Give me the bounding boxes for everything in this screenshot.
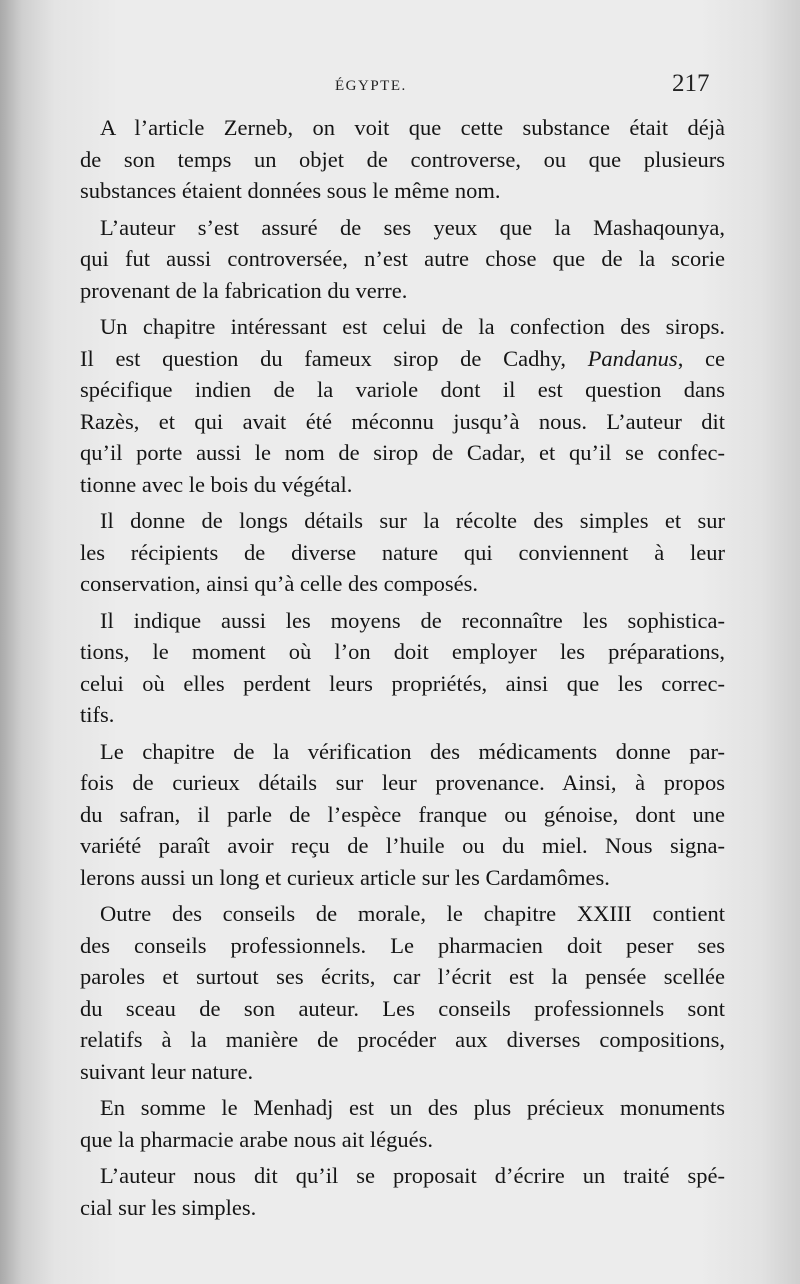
text-line: lerons aussi un long et curieux article sur les Cardamômes. [80,864,610,890]
text-line: de son temps un objet de controverse, ou que plusieurs [80,146,725,172]
text-segment: , ce [677,345,725,371]
text-line: du safran, il parle de l’espèce franque ou génoise, dont une [80,801,725,827]
page-body [80,112,725,1228]
text-line: provenant de la fabrication du verre. [80,277,408,303]
text-line: qu’il porte aussi le nom de sirop de Cadar, et qu’il se confec- [80,440,725,465]
text-line-with-italic [80,343,725,375]
paragraph-3 [80,311,725,500]
page-number: 217 [672,70,710,97]
paragraph-2 [80,212,725,307]
page-header [0,66,800,106]
text-line: substances étaient données sous le même nom. [80,178,501,203]
text-line: suivant leur nature. [80,1058,254,1084]
text-line: L’auteur s’est assuré de ses yeux que la Mashaqounya, [100,214,725,240]
paragraph-4 [80,505,725,600]
text-line: tifs. [80,702,115,727]
text-line: qui fut aussi controversée, n’est autre chose que de la scorie [80,246,725,271]
text-line: L’auteur nous dit qu’il se proposait d’écrire un traité spé- [100,1163,725,1188]
italic-term: Pandanus [587,345,678,371]
paragraph-7 [80,898,725,1087]
text-line: paroles et surtout ses écrits, car l’écrit est la pensée scellée [80,964,725,989]
text-line: A l’article Zerneb, on voit que cette substance était déjà [100,115,725,140]
text-line: cial sur les simples. [80,1194,257,1220]
text-line: spécifique indien de la variole dont il est question dans [80,377,725,402]
text-line: Il indique aussi les moyens de reconnaître les sophistica- [100,607,725,633]
text-line: les récipients de diverse nature qui conviennent à leur [80,539,725,565]
text-line: du sceau de son auteur. Les conseils professionnels sont [80,995,725,1021]
text-line: fois de curieux détails sur leur provenance. Ainsi, à propos [80,770,725,795]
paragraph-6 [80,736,725,894]
text-line: Il donne de longs détails sur la récolte des simples et sur [100,508,725,533]
text-line: En somme le Menhadj est un des plus précieux monuments [100,1095,725,1120]
text-line: Un chapitre intéressant est celui de la confection des sirops. [100,314,725,339]
text-line: Le chapitre de la vérification des médicaments donne par- [100,738,725,764]
text-line: des conseils professionnels. Le pharmacien doit peser ses [80,932,725,958]
text-line: Outre des conseils de morale, le chapitre XXIII contient [100,901,725,926]
paragraph-9 [80,1160,725,1223]
text-line: relatifs à la manière de procéder aux diverses compositions, [80,1027,725,1052]
text-line: tions, le moment où l’on doit employer les préparations, [80,639,725,664]
text-line: que la pharmacie arabe nous ait légués. [80,1126,433,1152]
text-line: variété paraît avoir reçu de l’huile ou du miel. Nous signa- [80,833,725,858]
text-segment: Il est question du fameux sirop de Cadhy, [80,345,566,371]
paragraph-8 [80,1092,725,1155]
running-title: ÉGYPTE. [335,78,407,94]
text-line: Razès, et qui avait été méconnu jusqu’à nous. L’auteur dit [80,408,725,434]
text-line: conservation, ainsi qu’à celle des composés. [80,571,479,596]
paragraph-1 [80,112,725,207]
text-line: tionne avec le bois du végétal. [80,471,353,497]
paragraph-5 [80,605,725,731]
text-line: celui où elles perdent leurs propriétés, ainsi que les correc- [80,670,725,696]
